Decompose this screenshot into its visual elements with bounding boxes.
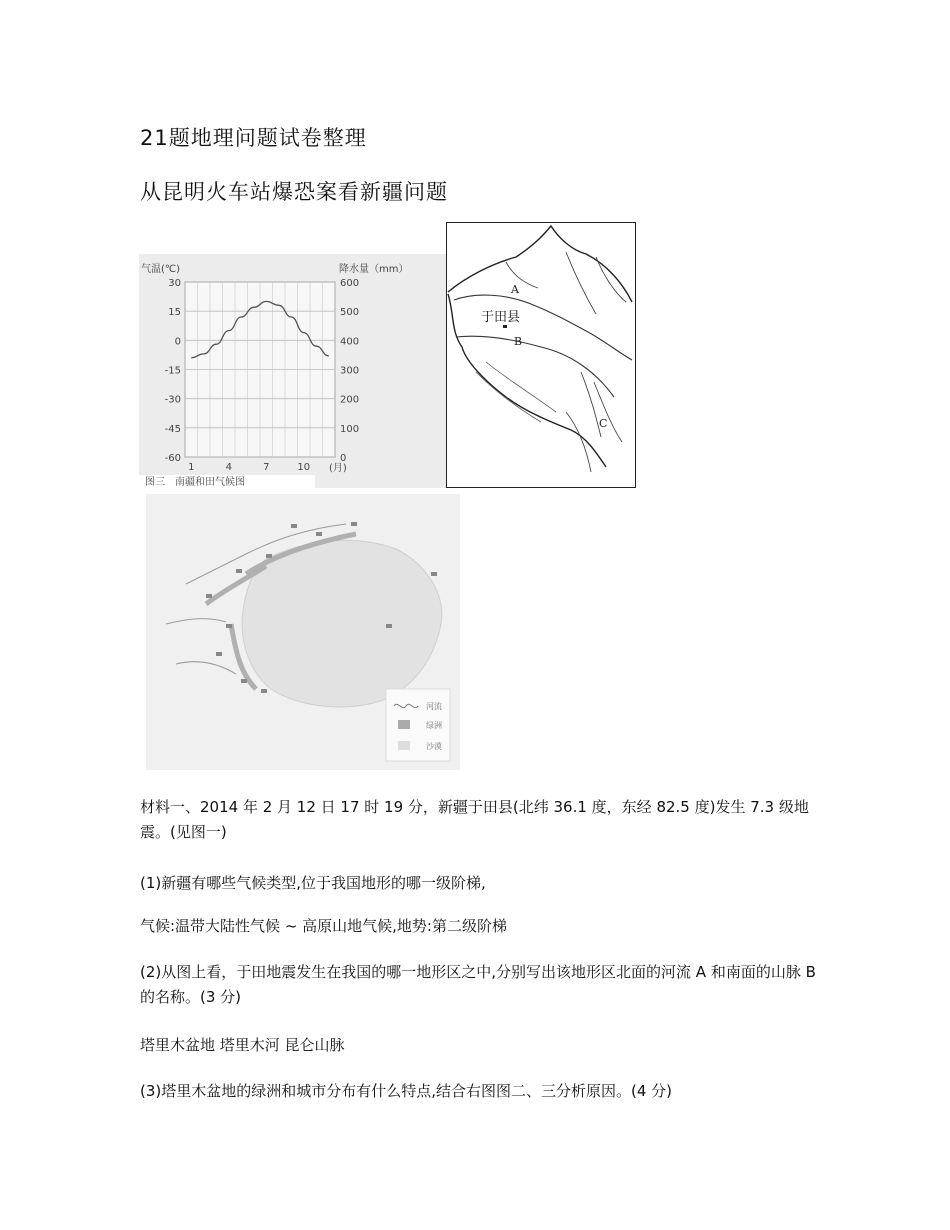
temp-tick-label: 0 — [174, 336, 181, 348]
temp-tick-label: -60 — [164, 453, 181, 464]
precip-tick-label: 500 — [340, 307, 360, 319]
legend-desert: 沙漠 — [426, 742, 442, 751]
page-subtitle: 从昆明火车站爆恐案看新疆问题 — [140, 180, 448, 204]
xinjiang-map — [446, 222, 636, 488]
precip-tick-label: 600 — [340, 278, 360, 289]
map-frame — [447, 223, 636, 488]
precip-tick-label: 100 — [340, 423, 360, 435]
month-tick-label: 1 — [188, 462, 195, 473]
climate-chart-svg — [139, 254, 446, 488]
climate-chart — [139, 254, 446, 488]
temp-tick-label: -45 — [164, 423, 181, 435]
legend-oasis: 绿洲 — [426, 721, 442, 730]
precip-tick-label: 0 — [340, 453, 347, 464]
tarim-oasis-svg — [146, 494, 460, 770]
question-3: (3)塔里木盆地的绿洲和城市分布有什么特点,结合右图图二、三分析原因。(4 分) — [140, 1082, 673, 1100]
month-tick-label: 4 — [225, 462, 232, 473]
material-1: 材料一、2014 年 2 月 12 日 17 时 19 分，新疆于田县(北纬 36.1 度，东经 82.5 度)发生 7.3 级地震。(见图一) — [140, 798, 809, 841]
chart-caption: 图三 南疆和田气候图 — [145, 477, 245, 488]
temp-tick-label: 30 — [168, 278, 181, 289]
tarim-oasis-map — [146, 494, 460, 770]
x-axis-unit: (月) — [329, 463, 347, 474]
month-tick-label: 10 — [297, 462, 311, 473]
map-label-b: B — [514, 335, 523, 348]
temp-axis-label: 气温(℃) — [141, 264, 181, 275]
precip-tick-label: 200 — [340, 394, 360, 406]
legend-desert-swatch — [398, 741, 410, 750]
question-2: (2)从图上看，于田地震发生在我国的哪一地形区之中,分别写出该地形区北面的河流 A 和南面的山脉 B 的名称。(3 分) — [140, 963, 816, 1006]
legend-river: 河流 — [426, 702, 442, 711]
answer-2: 塔里木盆地 塔里木河 昆仑山脉 — [140, 1036, 345, 1054]
temp-tick-label: 15 — [168, 307, 181, 319]
temp-tick-label: -15 — [164, 365, 181, 377]
precip-tick-label: 400 — [340, 336, 360, 348]
xinjiang-map-svg — [446, 222, 636, 488]
temp-tick-label: -30 — [164, 394, 181, 406]
map-label-a: A — [511, 283, 519, 296]
answer-1: 气候:温带大陆性气候 ~ 高原山地气候,地势:第二级阶梯 — [140, 917, 507, 935]
page-title: 21题地理问题试卷整理 — [140, 126, 367, 150]
map-label-c: C — [599, 417, 608, 430]
precip-tick-label: 300 — [340, 365, 360, 377]
month-tick-label: 7 — [263, 462, 270, 473]
precip-axis-label: 降水量（mm） — [339, 264, 409, 275]
map-label-county: 于田县 — [481, 310, 521, 325]
legend — [386, 689, 450, 761]
yutian-marker — [503, 325, 507, 328]
question-1: (1)新疆有哪些气候类型,位于我国地形的哪一级阶梯, — [140, 874, 486, 892]
legend-oasis-swatch — [398, 720, 410, 729]
